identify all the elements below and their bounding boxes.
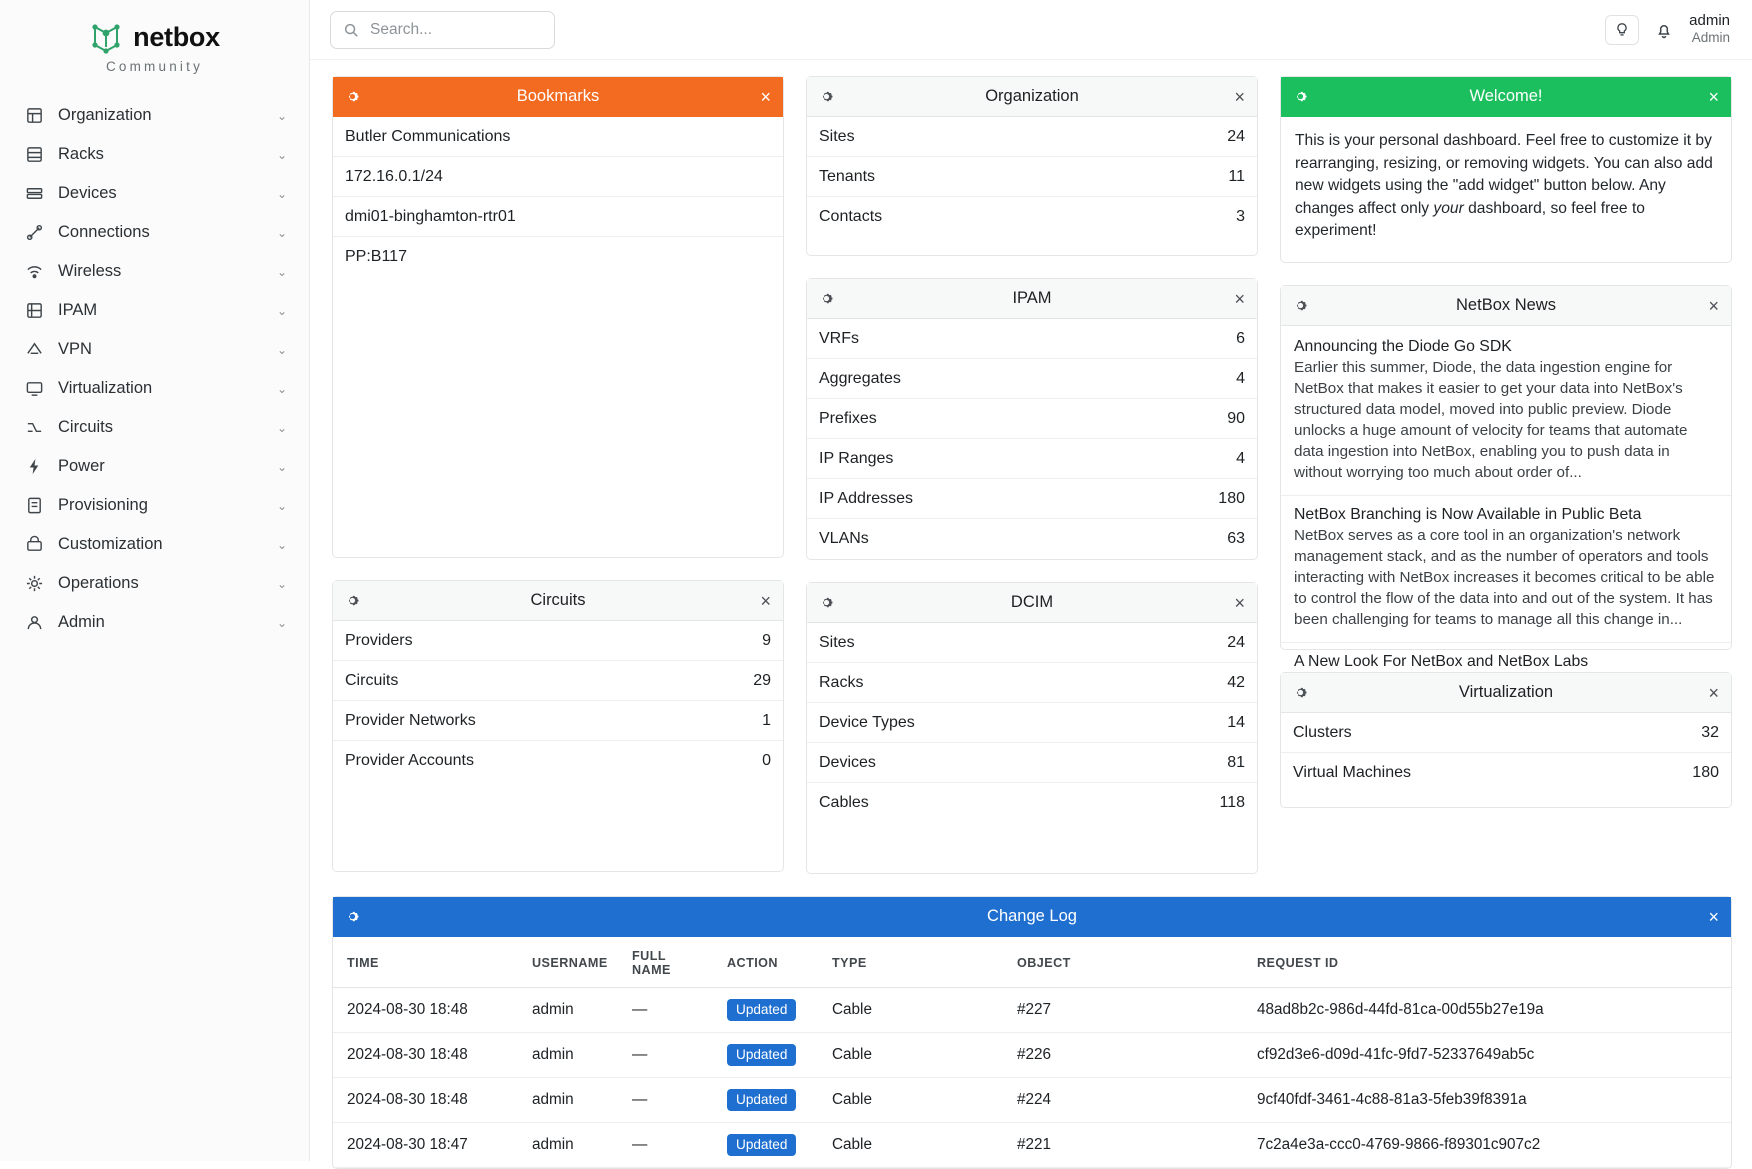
gear-icon[interactable] (1293, 298, 1308, 313)
sidebar-item-circuits[interactable] (0, 408, 309, 447)
stat-value: 1 (762, 711, 771, 729)
circuits-icon (22, 418, 46, 438)
close-icon[interactable]: × (1234, 288, 1245, 309)
changelog-table-body (333, 988, 1731, 1168)
sidebar-item-virtualization[interactable] (0, 369, 309, 408)
chevron-down-icon: ⌄ (276, 342, 287, 357)
dashboard-column-1 (332, 76, 784, 874)
sidebar-item-admin[interactable] (0, 603, 309, 642)
dcim-widget-header (807, 583, 1257, 623)
stat-label: Devices (819, 753, 876, 771)
cell-action (713, 1033, 818, 1078)
cell-object[interactable]: #226 (1003, 1033, 1243, 1078)
admin-icon (22, 613, 46, 633)
stat-value: 11 (1228, 167, 1245, 185)
stat-value: 180 (1692, 764, 1719, 781)
sidebar-item-label: Operations (58, 574, 139, 592)
close-icon[interactable]: × (1234, 86, 1245, 107)
brand-row (89, 20, 220, 54)
cell-object[interactable]: #224 (1003, 1078, 1243, 1123)
list-item[interactable] (333, 701, 783, 741)
chevron-down-icon: ⌄ (276, 303, 287, 318)
sidebar-item-label: Power (58, 457, 105, 475)
topbar-right (1605, 12, 1730, 46)
sidebar-item-label: Virtualization (58, 379, 153, 397)
sidebar-item-label: Admin (58, 613, 105, 631)
sidebar-item-operations[interactable] (0, 564, 309, 603)
list-item[interactable] (807, 197, 1257, 237)
user-name: admin (1689, 12, 1730, 30)
search-input[interactable] (368, 20, 542, 40)
virtualization-widget-title: Virtualization (1458, 683, 1554, 701)
stat-label: Provider Accounts (345, 752, 474, 769)
list-item[interactable]: PP:B117 (345, 248, 407, 265)
topbar (310, 0, 1752, 60)
connections-icon (22, 223, 46, 243)
status-badge: Updated (727, 1134, 796, 1156)
virtualization-icon (22, 379, 46, 399)
stat-value: 0 (762, 752, 771, 769)
gear-icon[interactable] (819, 595, 834, 610)
sidebar-item-label: Customization (58, 535, 163, 553)
list-item[interactable]: dmi01-binghamton-rtr01 (333, 197, 783, 237)
news-item-text: NetBox serves as a core tool in an organization's network management stack, and as the number of operators and tools interacting with NetBox increases it becomes critical to be able to control the flow of the data into and out of the system. It has been challenging for teams to manage all this change in... (1294, 526, 1715, 628)
list-item[interactable] (807, 623, 1257, 663)
list-item[interactable] (807, 439, 1257, 479)
stat-label: Circuits (345, 671, 399, 689)
news-list (1281, 326, 1731, 670)
status-badge: Updated (727, 1089, 796, 1111)
sidebar-nav (0, 96, 309, 642)
customization-icon (22, 535, 46, 555)
chevron-down-icon: ⌄ (276, 498, 287, 513)
cell-request-id[interactable]: 9cf40fdf-3461-4c88-81a3-5feb39f8391a (1243, 1078, 1731, 1123)
sidebar-item-customization[interactable] (0, 525, 309, 564)
cell-time[interactable]: 2024-08-30 18:48 (333, 988, 518, 1033)
netbox-news-widget (1280, 285, 1732, 670)
ipam-widget (806, 278, 1258, 560)
sidebar-item-connections[interactable] (0, 213, 309, 252)
list-item[interactable] (807, 743, 1257, 783)
table-row[interactable] (333, 1123, 1731, 1168)
news-item-title: NetBox Branching is Now Available in Public Beta (1294, 505, 1642, 523)
dashboard-column-2 (806, 76, 1258, 874)
list-item[interactable] (807, 703, 1257, 743)
cell-time[interactable]: 2024-08-30 18:48 (333, 1033, 518, 1078)
gear-icon[interactable] (819, 291, 834, 306)
bookmarks-list (333, 117, 783, 557)
circuits-widget-title: Circuits (530, 591, 586, 609)
list-item[interactable] (807, 399, 1257, 439)
virtualization-widget-header (1281, 673, 1731, 713)
stat-label: Device Types (819, 713, 915, 731)
welcome-widget (1280, 76, 1732, 263)
chevron-down-icon: ⌄ (276, 420, 287, 435)
stat-label: Prefixes (819, 409, 877, 427)
sidebar-item-label: Devices (58, 184, 117, 202)
gear-icon[interactable] (345, 593, 360, 608)
search-box[interactable] (330, 11, 555, 49)
stat-label: Sites (819, 127, 855, 145)
stat-value: 24 (1227, 633, 1245, 651)
changelog-widget-header (333, 897, 1731, 937)
sidebar-item-label: Provisioning (58, 496, 148, 514)
sidebar-item-label: Wireless (58, 262, 122, 280)
user-menu[interactable] (1689, 12, 1730, 46)
stat-label: IP Addresses (819, 489, 913, 507)
list-item[interactable] (807, 519, 1257, 559)
close-icon[interactable]: × (1234, 592, 1245, 613)
operations-icon (22, 574, 46, 594)
list-item[interactable] (807, 117, 1257, 157)
stat-label: Sites (819, 633, 855, 651)
sidebar-item-power[interactable] (0, 447, 309, 486)
list-item[interactable] (333, 621, 783, 661)
close-icon[interactable]: × (1708, 86, 1719, 107)
sidebar-item-vpn[interactable] (0, 330, 309, 369)
chevron-down-icon: ⌄ (276, 186, 287, 201)
cell-username: admin (518, 1123, 618, 1168)
list-item[interactable] (807, 783, 1257, 823)
wireless-icon (22, 262, 46, 282)
list-item[interactable] (807, 663, 1257, 703)
stat-label: Clusters (1293, 723, 1352, 741)
list-item[interactable] (333, 661, 783, 701)
vpn-icon (22, 340, 46, 360)
cell-object[interactable]: #221 (1003, 1123, 1243, 1168)
user-role: Admin (1691, 30, 1730, 46)
stat-value: 4 (1236, 449, 1245, 467)
close-icon[interactable]: × (1708, 295, 1719, 316)
stat-label: IP Ranges (819, 449, 894, 467)
column-header-fullname[interactable]: FULL NAME (618, 937, 713, 988)
gear-icon[interactable] (1293, 685, 1308, 700)
chevron-down-icon: ⌄ (276, 108, 287, 123)
organization-widget-title: Organization (985, 87, 1079, 105)
cell-time[interactable]: 2024-08-30 18:47 (333, 1123, 518, 1168)
cell-type: Cable (818, 1033, 1003, 1078)
ipam-widget-title: IPAM (1012, 289, 1052, 307)
list-item[interactable] (807, 359, 1257, 399)
devices-icon (22, 184, 46, 204)
organization-widget (806, 76, 1258, 256)
cell-fullname: — (618, 1033, 713, 1078)
virtualization-list (1281, 713, 1731, 807)
stat-label: Racks (819, 673, 864, 691)
close-icon[interactable]: × (1708, 906, 1719, 927)
chevron-down-icon: ⌄ (276, 381, 287, 396)
chevron-down-icon: ⌄ (276, 576, 287, 591)
circuits-widget (332, 580, 784, 872)
cell-request-id[interactable]: 48ad8b2c-986d-44fd-81ca-00d55b27e19a (1243, 988, 1731, 1033)
ipam-list (807, 319, 1257, 559)
stat-label: Contacts (819, 208, 883, 225)
stat-value: 6 (1236, 329, 1245, 347)
gear-icon[interactable] (1293, 89, 1308, 104)
sidebar-item-racks[interactable] (0, 135, 309, 174)
dcim-list (807, 623, 1257, 873)
stat-value: 63 (1227, 530, 1245, 547)
close-icon[interactable]: × (760, 86, 771, 107)
stat-value: 24 (1227, 127, 1245, 145)
table-header-row (333, 937, 1731, 988)
sidebar-item-label: IPAM (58, 301, 98, 319)
news-item-text: Earlier this summer, Diode, the data ingestion engine for NetBox that makes it easier to get your data into NetBox's structured data model, moved into public preview. Diode unlocks a huge amount of velocity for teams that automate data ingestion into NetBox, enabling you to push data in without worrying too much about order of... (1294, 359, 1688, 481)
cell-fullname: — (618, 1078, 713, 1123)
news-item-title: A New Look For NetBox and NetBox Labs (1294, 652, 1589, 670)
welcome-text-before: This is your personal dashboard. Feel free to customize it by rearranging, resizing, or removing widgets. You can also add new widgets using the "add widget" button below. Any changes affect only (1295, 132, 1713, 217)
cell-username: admin (518, 1033, 618, 1078)
stat-label: Aggregates (819, 369, 901, 387)
status-badge: Updated (727, 999, 796, 1021)
cell-fullname: — (618, 988, 713, 1033)
netbox-news-widget-header (1281, 286, 1731, 326)
list-item[interactable] (807, 157, 1257, 197)
dcim-widget-title: DCIM (1010, 593, 1054, 611)
cell-request-id[interactable]: 7c2a4e3a-ccc0-4769-9866-f89301c907c2 (1243, 1123, 1731, 1168)
dcim-widget (806, 582, 1258, 874)
sidebar-item-wireless[interactable] (0, 252, 309, 291)
sidebar-item-ipam[interactable] (0, 291, 309, 330)
column-header-action[interactable]: ACTION (713, 937, 818, 988)
list-item[interactable] (1281, 753, 1731, 793)
news-item-title: Announcing the Diode Go SDK (1294, 338, 1512, 355)
circuits-widget-header (333, 581, 783, 621)
netbox-news-widget-title: NetBox News (1456, 296, 1556, 314)
sidebar-item-organization[interactable] (0, 96, 309, 135)
cell-time[interactable]: 2024-08-30 18:48 (333, 1078, 518, 1123)
bell-icon[interactable] (1655, 21, 1673, 39)
status-badge: Updated (727, 1044, 796, 1066)
organization-icon (22, 106, 46, 126)
stat-value: 81 (1227, 753, 1245, 771)
chevron-down-icon: ⌄ (276, 537, 287, 552)
changelog-widget (332, 896, 1732, 1169)
cell-username: admin (518, 988, 618, 1033)
power-icon (22, 457, 46, 477)
sidebar-item-label: VPN (58, 340, 92, 358)
stat-label: Tenants (819, 167, 876, 185)
chevron-down-icon: ⌄ (276, 264, 287, 279)
stat-value: 32 (1701, 723, 1719, 741)
table-row[interactable] (333, 1033, 1731, 1078)
main-content (310, 0, 1752, 1161)
stat-value: 118 (1219, 794, 1245, 811)
circuits-list (333, 621, 783, 871)
ipam-widget-header (807, 279, 1257, 319)
close-icon[interactable]: × (760, 590, 771, 611)
chevron-down-icon: ⌄ (276, 615, 287, 630)
brand-subtitle: Community (105, 59, 204, 74)
stat-value: 90 (1227, 409, 1245, 427)
cell-fullname: — (618, 1123, 713, 1168)
welcome-text-after: dashboard, so feel free to experiment! (1295, 199, 1645, 240)
stat-value: 29 (753, 671, 771, 689)
stat-label: Provider Networks (345, 711, 476, 729)
chevron-down-icon: ⌄ (276, 459, 287, 474)
welcome-widget-title: Welcome! (1469, 87, 1543, 105)
list-item[interactable] (333, 741, 783, 781)
changelog-table (333, 937, 1731, 1168)
cell-type: Cable (818, 988, 1003, 1033)
welcome-widget-header (1281, 77, 1731, 117)
stat-label: VLANs (819, 530, 869, 547)
chevron-down-icon: ⌄ (276, 225, 287, 240)
stat-value: 180 (1218, 489, 1245, 507)
lightbulb-icon[interactable] (1605, 15, 1639, 45)
news-item[interactable] (1281, 328, 1731, 496)
brand[interactable] (0, 8, 309, 96)
column-header-request-id[interactable]: REQUEST ID (1243, 937, 1731, 988)
sidebar-item-devices[interactable] (0, 174, 309, 213)
column-header-type[interactable]: TYPE (818, 937, 1003, 988)
sidebar (0, 0, 310, 1161)
organization-list (807, 117, 1257, 255)
cell-action (713, 988, 818, 1033)
dashboard-grid (310, 60, 1752, 874)
sidebar-item-provisioning[interactable] (0, 486, 309, 525)
news-item[interactable] (1281, 496, 1731, 643)
stat-label: Virtual Machines (1293, 764, 1411, 781)
stat-label: Cables (819, 794, 869, 811)
virtualization-widget (1280, 672, 1732, 808)
sidebar-item-label: Racks (58, 145, 104, 163)
cell-type: Cable (818, 1123, 1003, 1168)
bookmarks-widget-header (333, 77, 783, 117)
racks-icon (22, 145, 46, 165)
search-icon (343, 22, 359, 38)
column-header-object[interactable]: OBJECT (1003, 937, 1243, 988)
gear-icon[interactable] (345, 909, 360, 924)
stat-label: VRFs (819, 329, 859, 347)
cell-username: admin (518, 1078, 618, 1123)
table-row[interactable] (333, 988, 1731, 1033)
cell-request-id[interactable]: cf92d3e6-d09d-41fc-9fd7-52337649ab5c (1243, 1033, 1731, 1078)
brand-name: netbox (133, 21, 220, 52)
welcome-emphasis: your (1433, 199, 1464, 217)
stat-value: 42 (1227, 673, 1245, 691)
stat-value: 4 (1236, 369, 1245, 387)
stat-value: 14 (1227, 713, 1245, 731)
sidebar-item-label: Connections (58, 223, 150, 241)
organization-widget-header (807, 77, 1257, 117)
dashboard-column-3 (1280, 76, 1732, 874)
stat-label: Providers (345, 631, 413, 649)
chevron-down-icon: ⌄ (276, 147, 287, 162)
netbox-logo-icon (89, 20, 123, 54)
gear-icon[interactable] (819, 89, 834, 104)
column-header-username[interactable]: USERNAME (518, 937, 618, 988)
provisioning-icon (22, 496, 46, 516)
welcome-text (1281, 117, 1731, 262)
cell-action (713, 1123, 818, 1168)
sidebar-item-label: Organization (58, 106, 152, 124)
bookmarks-widget (332, 76, 784, 558)
gear-icon[interactable] (345, 89, 360, 104)
changelog-card (332, 896, 1732, 1169)
changelog-widget-title: Change Log (987, 907, 1077, 925)
table-row[interactable] (333, 1078, 1731, 1123)
stat-value: 9 (762, 631, 771, 649)
changelog-table-head (333, 937, 1731, 988)
sidebar-item-label: Circuits (58, 418, 114, 436)
bookmarks-widget-title: Bookmarks (516, 87, 600, 105)
close-icon[interactable]: × (1708, 682, 1719, 703)
list-item[interactable] (807, 319, 1257, 359)
list-item[interactable]: Butler Communications (333, 117, 783, 157)
cell-action (713, 1078, 818, 1123)
stat-value: 3 (1236, 208, 1245, 225)
cell-object[interactable]: #227 (1003, 988, 1243, 1033)
list-item[interactable] (807, 479, 1257, 519)
list-item[interactable] (1281, 713, 1731, 753)
ipam-icon (22, 301, 46, 321)
list-item[interactable]: 172.16.0.1/24 (333, 157, 783, 197)
cell-type: Cable (818, 1078, 1003, 1123)
column-header-time[interactable]: TIME (333, 937, 518, 988)
